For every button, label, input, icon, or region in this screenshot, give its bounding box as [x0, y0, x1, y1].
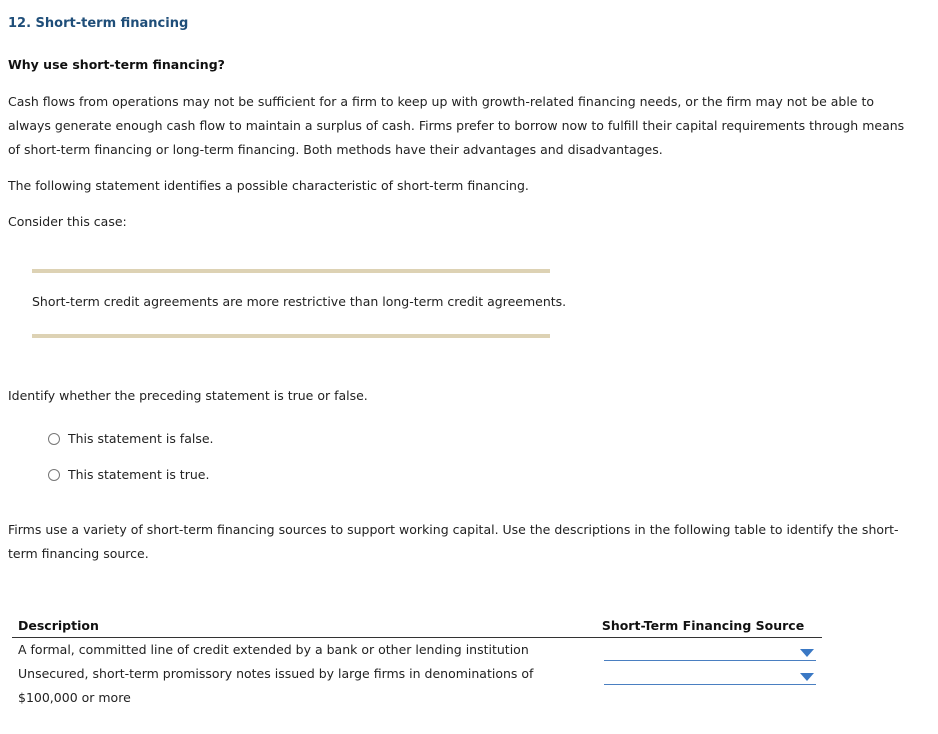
table-intro-paragraph: Firms use a variety of short-term financing sources to support working capital. Use the descriptions in the following table to identify the short-term financing source.: [8, 522, 899, 561]
option-false-label: This statement is false.: [68, 431, 214, 446]
financing-source-dropdown-2[interactable]: [604, 666, 816, 685]
financing-source-table: [12, 614, 822, 710]
table-row: [12, 638, 822, 663]
chevron-down-icon[interactable]: [800, 673, 814, 681]
intro-paragraph: Cash flows from operations may not be sufficient for a firm to keep up with growth-related financing needs, or the firm may not be able to always generate enough cash flow to maintain a surplus of cash. Firms prefer to borrow now to fulfill their capital requirements through means of short-term financing or long-term financing. Both methods have their advantages and disadvantages.: [8, 94, 905, 157]
source-column-header: Short-Term Financing Source: [584, 614, 822, 638]
table-row: [12, 662, 822, 710]
statement-intro-text: The following statement identifies a possible characteristic of short-term financing.: [8, 178, 529, 193]
radio-button-true[interactable]: [48, 469, 60, 481]
case-top-divider: [32, 269, 550, 273]
option-false[interactable]: [48, 431, 214, 446]
case-bottom-divider: [32, 334, 550, 338]
chevron-down-icon[interactable]: [800, 649, 814, 657]
table-header-row: [12, 614, 822, 638]
section-subheading: Why use short-term financing?: [8, 57, 225, 72]
row-description: A formal, committed line of credit extended by a bank or other lending institution: [18, 642, 529, 657]
page-title: 12. Short-term financing: [8, 16, 189, 31]
case-statement: Short-term credit agreements are more restrictive than long-term credit agreements.: [32, 294, 567, 309]
option-true-label: This statement is true.: [68, 467, 210, 482]
description-column-header: Description: [12, 614, 584, 638]
row-description: Unsecured, short-term promissory notes issued by large firms in denominations of $100,000 or more: [18, 666, 534, 705]
radio-button-false[interactable]: [48, 433, 60, 445]
option-true[interactable]: [48, 467, 209, 482]
true-false-question: Identify whether the preceding statement is true or false.: [8, 388, 368, 403]
financing-source-dropdown-1[interactable]: [604, 642, 816, 661]
consider-case-label: Consider this case:: [8, 214, 127, 229]
